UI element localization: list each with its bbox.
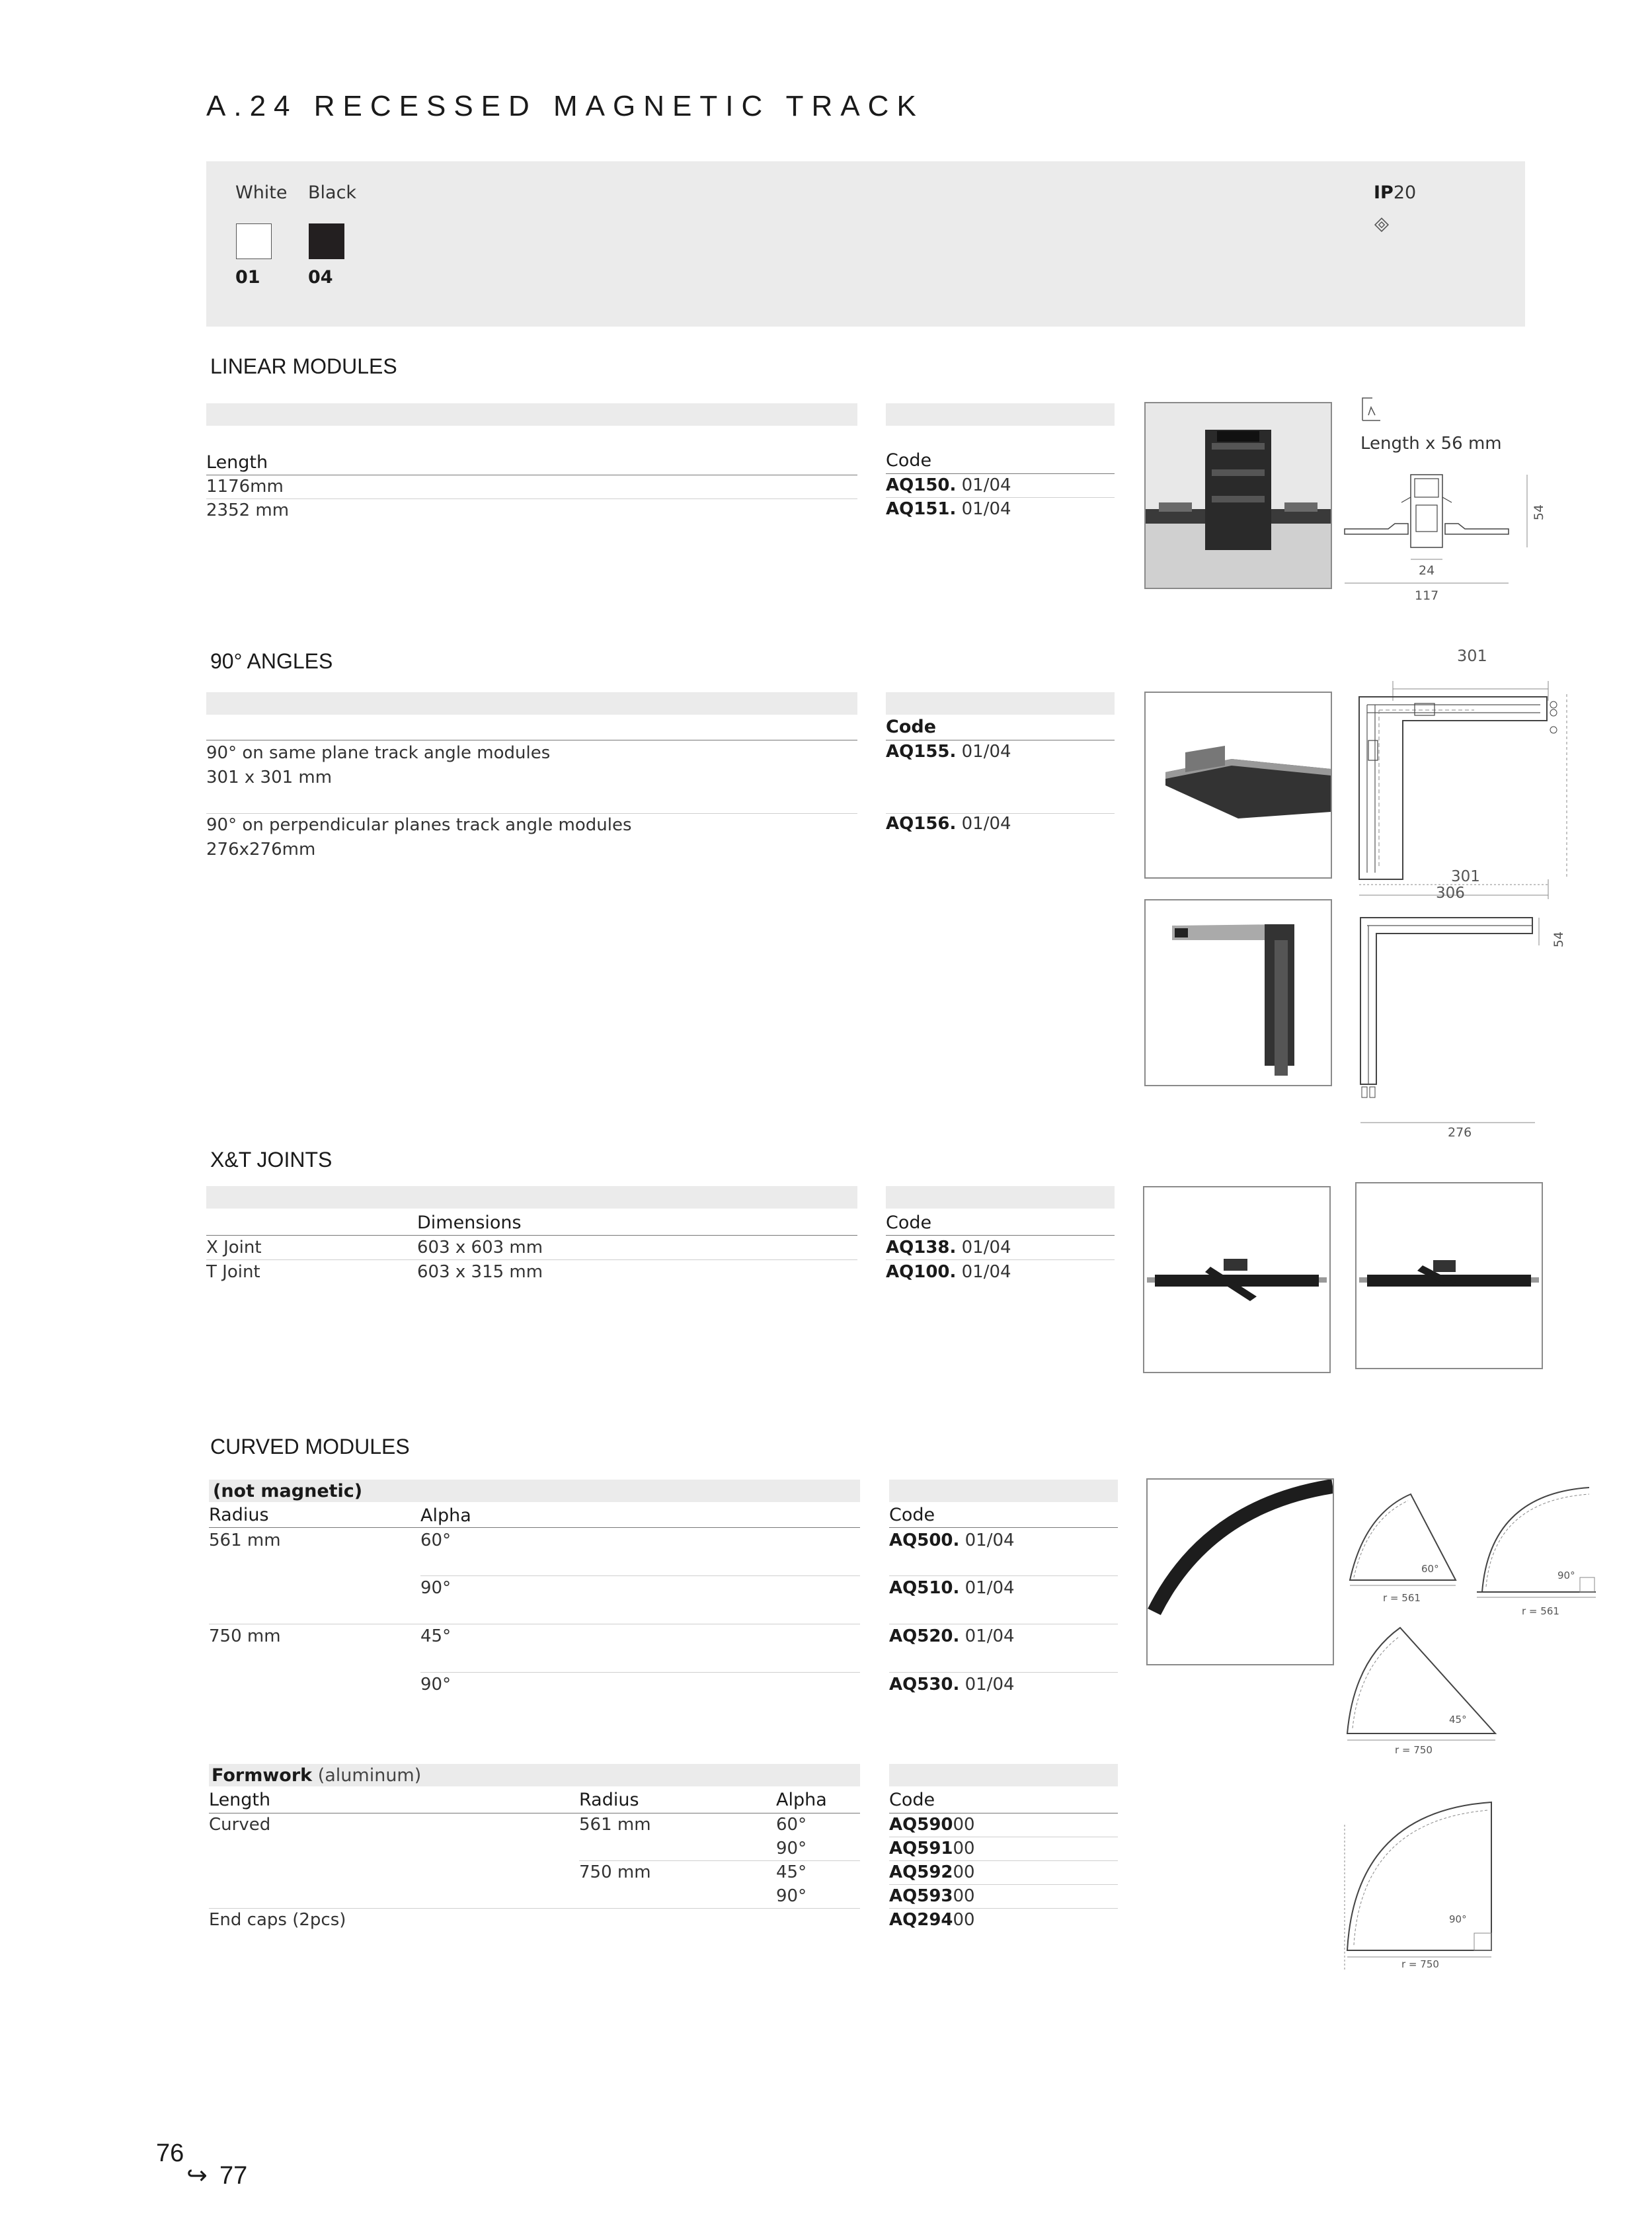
divider (206, 813, 857, 814)
linear-profile-drawing (1342, 463, 1540, 608)
curved-alpha-4: 90° (420, 1675, 452, 1694)
joint-code-2-finish: 01/04 (956, 1262, 1011, 1282)
formwork-code-5 (889, 1910, 975, 1930)
curved-product-photo (1146, 1478, 1334, 1665)
formwork-code-2 (889, 1839, 975, 1858)
joints-col-dimensions: Dimensions (417, 1213, 522, 1233)
divider (206, 1235, 857, 1236)
diagram1-angle: 60° (1421, 1563, 1439, 1575)
divider (206, 498, 857, 499)
curved-diagram-45 (1341, 1621, 1499, 1753)
divider (889, 1575, 1118, 1576)
joint-code-2 (886, 1262, 1011, 1282)
profile-caption: Length x 56 mm (1360, 434, 1502, 454)
formwork-heading (212, 1765, 421, 1786)
formwork-col-length: Length (209, 1790, 271, 1810)
divider (206, 1259, 857, 1260)
finish-code-black: 04 (308, 267, 333, 288)
linear-bar-left (206, 403, 857, 426)
linear-code-1-finish: 01/04 (956, 475, 1011, 495)
angle-code-1 (886, 742, 1011, 762)
joint-code-1-ref: AQ138. (886, 1238, 957, 1257)
curved-code-2-ref: AQ510. (889, 1578, 960, 1598)
class-ii-icon (1374, 217, 1391, 234)
formwork-radius-3: 750 mm (579, 1862, 651, 1882)
formwork-code-3-ref: AQ592 (889, 1862, 953, 1882)
angle-code-1-ref: AQ155. (886, 742, 957, 762)
curved-code-1 (889, 1531, 1015, 1550)
divider (889, 1908, 1118, 1909)
divider (886, 473, 1115, 474)
divider (889, 1672, 1118, 1673)
formwork-code-1-suffix: 00 (953, 1815, 975, 1835)
ip-rating-value: 20 (1393, 182, 1417, 203)
diagram1-radius: r = 561 (1383, 1592, 1421, 1604)
joints-bar-left (206, 1186, 857, 1209)
angles-col-code: Code (886, 717, 937, 737)
divider (886, 1235, 1115, 1236)
angles-heading: 90° ANGLES (210, 649, 333, 673)
formwork-col-code: Code (889, 1790, 935, 1810)
divider (889, 1527, 1118, 1528)
curved-alpha-3: 45° (420, 1626, 452, 1646)
curved-code-1-finish: 01/04 (959, 1531, 1015, 1550)
curved-code-4-ref: AQ530. (889, 1675, 960, 1694)
formwork-code-4 (889, 1886, 975, 1906)
angle-desc-1: 90° on same plane track angle modules (206, 743, 551, 763)
angle-dim-bottom: 276 (1448, 1125, 1472, 1140)
diagram3-angle: 45° (1449, 1714, 1467, 1726)
finish-label-white: White (235, 182, 288, 203)
angles-bar-right (886, 692, 1115, 715)
linear-col-code: Code (886, 450, 932, 471)
formwork-diagram-90 (1342, 1798, 1501, 1983)
angle-size-1: 301 x 301 mm (206, 768, 333, 787)
divider (886, 1259, 1115, 1260)
angle-perpendicular-photo (1144, 899, 1332, 1086)
linear-col-length: Length (206, 452, 268, 473)
finish-label-black: Black (308, 182, 357, 203)
linear-length-2: 2352 mm (206, 500, 290, 520)
finish-code-white: 01 (235, 267, 260, 288)
formwork-code-2-suffix: 00 (953, 1839, 975, 1858)
formwork-length-5: End caps (2pcs) (209, 1910, 346, 1930)
divider (889, 1884, 1118, 1885)
linear-code-1-ref: AQ150. (886, 475, 957, 495)
linear-code-1 (886, 475, 1011, 495)
curved-code-2-finish: 01/04 (959, 1578, 1015, 1598)
diagram2-radius: r = 561 (1522, 1605, 1559, 1617)
formwork-alpha-2: 90° (776, 1839, 807, 1858)
formwork-code-3-suffix: 00 (953, 1862, 975, 1882)
curved-code-3-ref: AQ520. (889, 1626, 960, 1646)
angle-dim-inner: 301 (1451, 868, 1480, 885)
formwork-code-5-ref: AQ294 (889, 1910, 953, 1930)
linear-heading: LINEAR MODULES (210, 354, 397, 378)
formwork-code-3 (889, 1862, 975, 1882)
angle-code-1-finish: 01/04 (956, 742, 1011, 762)
formwork-col-alpha: Alpha (776, 1790, 827, 1810)
swatch-white (236, 223, 272, 259)
curved-col-alpha: Alpha (420, 1505, 471, 1526)
finish-panel (206, 161, 1525, 327)
curved-alpha-1: 60° (420, 1531, 452, 1550)
curved-code-4 (889, 1675, 1015, 1694)
linear-dim-height: 54 (1532, 504, 1547, 521)
curved-bar-right (889, 1480, 1118, 1502)
formwork-code-4-suffix: 00 (953, 1886, 975, 1906)
curved-radius-3: 750 mm (209, 1626, 281, 1646)
divider (209, 1908, 860, 1909)
curved-code-4-finish: 01/04 (959, 1675, 1015, 1694)
joint-code-1-finish: 01/04 (956, 1238, 1011, 1257)
next-page-arrow-icon: ↪ (186, 2161, 208, 2190)
diagram4-radius: r = 750 (1401, 1958, 1439, 1970)
linear-length-1: 1176mm (206, 477, 284, 497)
formwork-radius-1: 561 mm (579, 1815, 651, 1835)
curved-alpha-2: 90° (420, 1578, 452, 1598)
ip-rating-prefix: IP (1374, 182, 1394, 203)
curved-col-code: Code (889, 1505, 935, 1525)
formwork-bar-right (889, 1764, 1118, 1786)
divider (209, 1527, 860, 1528)
divider (886, 497, 1115, 498)
joint-code-2-ref: AQ100. (886, 1262, 957, 1282)
divider (889, 1860, 1118, 1861)
diagram4-angle: 90° (1449, 1913, 1467, 1925)
joint-name-2: T Joint (206, 1262, 260, 1282)
linear-dim-outer-width: 117 (1415, 588, 1439, 603)
formwork-alpha-1: 60° (776, 1815, 807, 1835)
t-joint-photo (1355, 1182, 1543, 1369)
divider (420, 1672, 860, 1673)
formwork-code-1-ref: AQ590 (889, 1815, 953, 1835)
formwork-code-5-suffix: 00 (953, 1910, 975, 1930)
joint-dims-1: 603 x 603 mm (417, 1238, 543, 1257)
angle-desc-2: 90° on perpendicular planes track angle modules (206, 815, 632, 835)
formwork-alpha-4: 90° (776, 1886, 807, 1906)
formwork-alpha-3: 45° (776, 1862, 807, 1882)
linear-code-2 (886, 499, 1011, 519)
angle-technical-drawing (1355, 674, 1580, 1111)
divider (420, 1575, 860, 1576)
angle-same-plane-photo (1144, 692, 1332, 879)
formwork-code-2-ref: AQ591 (889, 1839, 953, 1858)
angles-bar-left (206, 692, 857, 715)
profile-icon (1360, 395, 1383, 422)
joint-code-1 (886, 1238, 1011, 1257)
curved-code-3-finish: 01/04 (959, 1626, 1015, 1646)
curved-code-3 (889, 1626, 1015, 1646)
angle-code-2-finish: 01/04 (956, 814, 1011, 834)
joint-name-1: X Joint (206, 1238, 262, 1257)
formwork-heading-rest: (aluminum) (312, 1765, 422, 1786)
page-title: A.24 RECESSED MAGNETIC TRACK (206, 90, 924, 122)
formwork-col-radius: Radius (579, 1790, 639, 1810)
diagram2-angle: 90° (1557, 1570, 1575, 1581)
linear-product-photo (1144, 402, 1332, 589)
angle-code-2 (886, 814, 1011, 834)
angle-size-2: 276x276mm (206, 840, 316, 859)
curved-col-radius: Radius (209, 1505, 269, 1525)
angle-dim-top: 301 (1457, 647, 1487, 665)
formwork-length-1: Curved (209, 1815, 271, 1835)
ip-rating (1374, 182, 1416, 203)
divider (579, 1860, 860, 1861)
curved-code-1-ref: AQ500. (889, 1531, 960, 1550)
formwork-code-1 (889, 1815, 975, 1835)
formwork-code-4-ref: AQ593 (889, 1886, 953, 1906)
formwork-heading-bold: Formwork (212, 1765, 313, 1786)
joint-dims-2: 603 x 315 mm (417, 1262, 543, 1282)
joints-heading: X&T JOINTS (210, 1148, 333, 1172)
diagram3-radius: r = 750 (1395, 1744, 1433, 1756)
curved-code-2 (889, 1578, 1015, 1598)
next-page-link[interactable]: 77 (219, 2162, 248, 2190)
curved-radius-1: 561 mm (209, 1531, 281, 1550)
angle-code-2-ref: AQ156. (886, 814, 957, 834)
joints-col-code: Code (886, 1213, 932, 1233)
angle-dim-outer: 306 (1436, 885, 1465, 902)
curved-heading: CURVED MODULES (210, 1435, 410, 1458)
swatch-black (309, 223, 344, 259)
linear-dim-inner-width: 24 (1419, 563, 1435, 578)
linear-code-2-ref: AQ151. (886, 499, 957, 519)
angle-dim-height: 54 (1552, 931, 1567, 948)
linear-code-2-finish: 01/04 (956, 499, 1011, 519)
joints-bar-right (886, 1186, 1115, 1209)
curved-subheading: (not magnetic) (213, 1481, 363, 1501)
x-joint-photo (1143, 1186, 1331, 1373)
linear-bar-right (886, 403, 1115, 426)
page-number: 76 (156, 2139, 184, 2167)
